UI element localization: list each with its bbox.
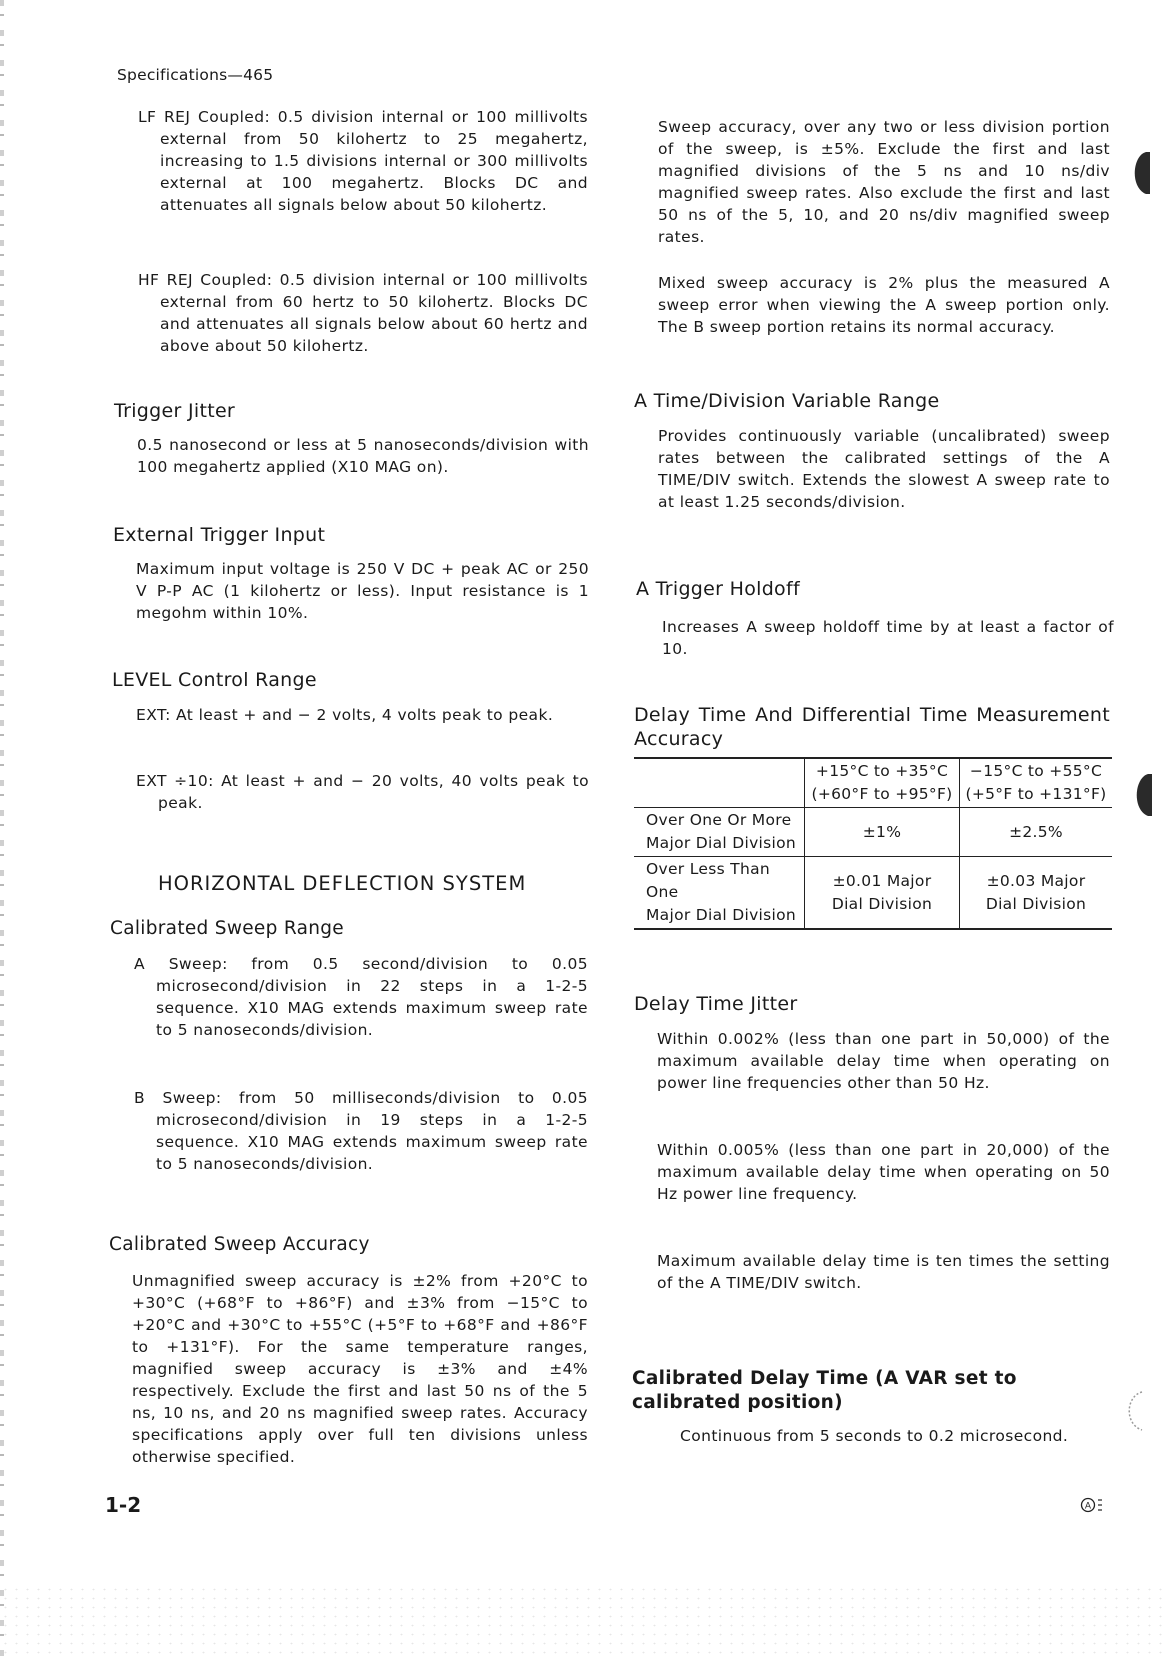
col1-line1: +15°C to +35°C xyxy=(815,762,949,780)
delay-jitter-text-2: Within 0.005% (less than one part in 20,000) of the maximum available delay time when operating on 50 Hz power line frequency. xyxy=(657,1141,1110,1203)
page-number: 1-2 xyxy=(105,1493,142,1517)
delay-jitter-text-1: Within 0.002% (less than one part in 50,000) of the maximum available delay time when operating on power line frequencies other than 50 Hz. xyxy=(657,1030,1110,1092)
row1-label-line1: Over One Or More xyxy=(646,811,792,829)
hf-rej-paragraph xyxy=(138,269,588,357)
scan-noise xyxy=(0,1585,1168,1660)
table-col-header-2 xyxy=(960,758,1113,808)
b-sweep-body xyxy=(134,1087,588,1175)
level-ext-text: EXT: At least + and − 2 volts, 4 volts peak to peak. xyxy=(136,706,554,724)
col1-line2: (+60°F to +95°F) xyxy=(811,785,953,803)
row2-label xyxy=(634,857,805,930)
cal-sweep-accuracy-body xyxy=(132,1270,588,1468)
external-trigger-text: Maximum input voltage is 250 V DC + peak AC or 250 V P-P AC (1 kilohertz or less). Input resistance is 1 megohm within 10%. xyxy=(136,560,589,622)
row2-label-line1: Over Less Than One xyxy=(646,860,770,901)
mixed-sweep-body xyxy=(658,272,1110,338)
row1-label-line2: Major Dial Division xyxy=(646,834,797,852)
a-holdoff-section xyxy=(636,577,1116,601)
b-sweep-text: B Sweep: from 50 milliseconds/division to 0.05 microsecond/division in 19 steps in a 1-2-5 sequence. X10 MAG extends maximum sweep rate to 5 nanoseconds/division. xyxy=(134,1089,588,1173)
a-time-var-heading: A Time/Division Variable Range xyxy=(634,390,940,412)
trigger-jitter-heading: Trigger Jitter xyxy=(114,400,236,422)
svg-text:A: A xyxy=(1084,1501,1092,1512)
cal-delay-section xyxy=(632,1367,1110,1415)
lf-rej-paragraph xyxy=(138,106,588,216)
table-header-row xyxy=(634,758,1112,808)
col2-line2: (+5°F to +131°F) xyxy=(965,785,1107,803)
trigger-jitter-section xyxy=(114,399,594,423)
row2-value-1-line1: ±0.01 Major xyxy=(832,871,932,890)
external-trigger-body xyxy=(136,558,589,624)
level-control-heading: LEVEL Control Range xyxy=(112,669,317,691)
a-time-var-section xyxy=(634,389,1114,413)
row2-value-1-line2: Dial Division xyxy=(831,894,933,913)
horizontal-deflection-heading: HORIZONTAL DEFLECTION SYSTEM xyxy=(158,872,527,895)
row1-value-1: ±1% xyxy=(805,808,960,857)
level-ext-body xyxy=(136,704,589,726)
table-row xyxy=(634,857,1112,930)
cal-sweep-accuracy-heading: Calibrated Sweep Accuracy xyxy=(109,1234,370,1255)
cal-delay-text: Continuous from 5 seconds to 0.2 microsecond. xyxy=(680,1427,1069,1445)
level-ext10-body xyxy=(136,770,589,814)
a-time-var-text: Provides continuously variable (uncalibrated) sweep rates between the calibrated settings of the A TIME/DIV switch. Extends the slowest A sweep rate to at least 1.25 seconds/division. xyxy=(658,427,1110,511)
table-col-header-1 xyxy=(805,758,960,808)
row2-label-line2: Major Dial Division xyxy=(646,906,797,924)
row2-value-1 xyxy=(805,857,960,930)
lf-rej-text: LF REJ Coupled: 0.5 division internal or 100 millivolts external from 50 kilohertz to 25 megahertz, increasing to 1.5 divisions internal or 300 millivolts external at 100 megahertz. Blocks DC and attenuates all signals below about 50 kilohertz. xyxy=(138,108,588,214)
sweep-accuracy-two-div-text: Sweep accuracy, over any two or less division portion of the sweep, is ±5%. Exclude the first and last magnified divisions of the 5 ns and 10 ns/div magnified sweep rates. Also exclude the first and last 50 ns of the 5, 10, and 20 ns/div magnified sweep rates. xyxy=(658,118,1110,246)
trigger-jitter-body xyxy=(137,434,589,478)
delay-jitter-heading: Delay Time Jitter xyxy=(634,993,798,1015)
delay-accuracy-table xyxy=(634,757,1112,930)
row1-label xyxy=(634,808,805,857)
mixed-sweep-text: Mixed sweep accuracy is 2% plus the measured A sweep error when viewing the A sweep portion only. The B sweep portion retains its normal accuracy. xyxy=(658,274,1110,336)
a-sweep-text: A Sweep: from 0.5 second/division to 0.05 microsecond/division in 22 steps in a 1-2-5 sequence. X10 MAG extends maximum sweep rate to 5 nanoseconds/division. xyxy=(134,955,588,1039)
binder-hole-icon xyxy=(1124,148,1154,198)
trigger-jitter-text: 0.5 nanosecond or less at 5 nanoseconds/division with 100 megahertz applied (X10 MAG on). xyxy=(137,436,589,476)
delay-jitter-body-1 xyxy=(657,1028,1110,1094)
level-ext10-text: EXT ÷10: At least + and − 20 volts, 40 volts peak to peak. xyxy=(136,772,589,812)
horizontal-deflection-section xyxy=(158,872,598,896)
a-time-var-body xyxy=(658,425,1110,513)
col2-line1: −15°C to +55°C xyxy=(969,762,1103,780)
tektronix-logo-icon xyxy=(1080,1496,1110,1514)
a-holdoff-body xyxy=(662,616,1114,660)
hf-rej-text: HF REJ Coupled: 0.5 division internal or 100 millivolts external from 60 hertz to 50 kilohertz. Blocks DC and attenuates all signals below about 60 hertz and above about 50 kilohertz. xyxy=(138,271,588,355)
cal-sweep-accuracy-section xyxy=(109,1233,589,1257)
binder-hole-icon xyxy=(1126,770,1156,820)
delay-jitter-body-3 xyxy=(657,1250,1110,1294)
external-trigger-heading: External Trigger Input xyxy=(113,524,326,546)
row1-value-2: ±2.5% xyxy=(960,808,1113,857)
level-control-section xyxy=(112,668,592,692)
table-row xyxy=(634,808,1112,857)
cal-delay-heading: Calibrated Delay Time (A VAR set to calibrated position) xyxy=(632,1368,1017,1413)
a-holdoff-heading: A Trigger Holdoff xyxy=(636,578,800,600)
delay-jitter-body-2 xyxy=(657,1139,1110,1205)
row2-value-2 xyxy=(960,857,1113,930)
row2-value-2-line2: Dial Division xyxy=(985,894,1087,913)
delay-jitter-text-3: Maximum available delay time is ten times the setting of the A TIME/DIV switch. xyxy=(657,1252,1110,1292)
table-corner-cell xyxy=(634,758,805,808)
cal-delay-body xyxy=(680,1425,1110,1447)
sweep-accuracy-two-div-body xyxy=(658,116,1110,248)
delay-jitter-section xyxy=(634,992,1114,1016)
a-holdoff-text: Increases A sweep holdoff time by at least a factor of 10. xyxy=(662,618,1114,658)
page-header: Specifications—465 xyxy=(117,66,274,84)
cal-sweep-range-heading: Calibrated Sweep Range xyxy=(110,918,344,939)
cal-sweep-accuracy-text: Unmagnified sweep accuracy is ±2% from +20°C to +30°C (+68°F to +86°F) and ±3% from −15°C to +20°C and +30°C to +55°C (+5°F to +68°F and +86°F to +131°F). For the same temperature ranges, magnified sweep accuracy is ±3% and ±4% respectively. Exclude the first and last 50 ns of the 5 ns, 10 ns, and 20 ns magnified sweep rates. Accuracy specifications apply over full ten divisions unless otherwise specified. xyxy=(132,1272,588,1466)
external-trigger-section xyxy=(113,523,593,547)
cal-sweep-range-section xyxy=(110,917,590,941)
row2-value-2-line1: ±0.03 Major xyxy=(986,871,1086,890)
delay-table-title: Delay Time And Differential Time Measurement Accuracy xyxy=(634,704,1110,750)
binder-hole-icon xyxy=(1118,1388,1152,1434)
a-sweep-body xyxy=(134,953,588,1041)
scan-edge xyxy=(0,0,4,1660)
